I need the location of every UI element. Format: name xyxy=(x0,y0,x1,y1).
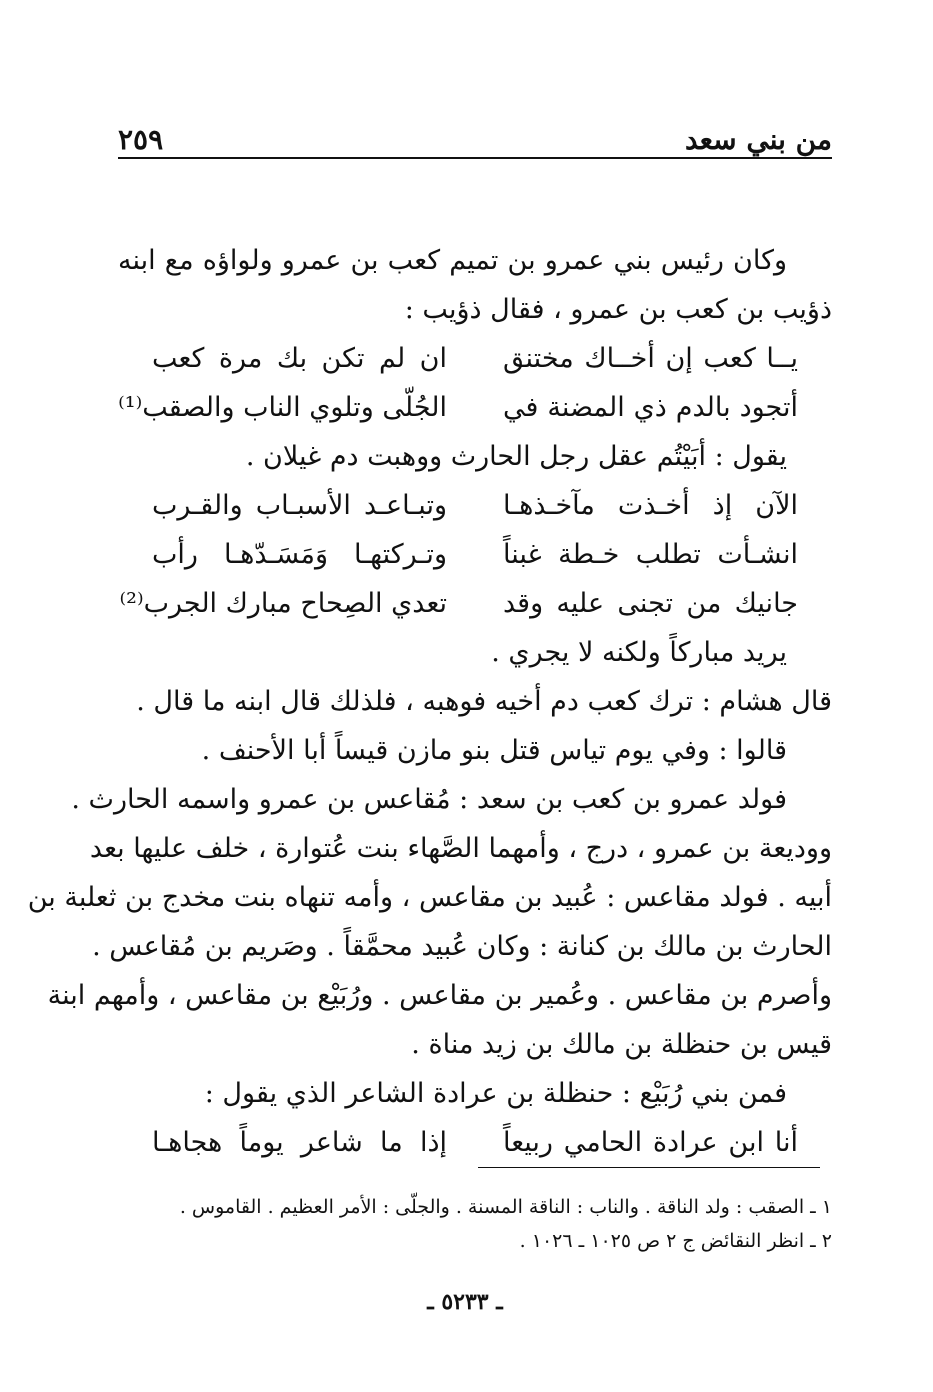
verse-line xyxy=(118,1118,832,1167)
header-rule xyxy=(118,157,832,159)
text-line: يقول : أبَيْتُم عقل رجل الحارث ووهبت دم غيلان . xyxy=(245,441,787,472)
verse-first-hemistich: انشـأت تطلب خـطة غبناً xyxy=(503,539,798,570)
page-header xyxy=(118,112,832,160)
main-text xyxy=(27,236,832,1167)
text-line: قالوا : وفي يوم تياس قتل بنو مازن قيساً أبا الأحنف . xyxy=(201,735,787,766)
text-line: ووديعة بن عمرو ، درج ، وأمهما الصَّهاء بنت عُتوارة ، خلف عليها بعد xyxy=(89,833,832,864)
footnote-1: ١ ـ الصقب : ولد الناقة . والناب : الناقة المسنة . والجلّى : الأمر العظيم . القاموس . xyxy=(179,1196,832,1218)
page-number: ٢٥٩ xyxy=(118,123,164,156)
footnote-2: ٢ ـ انظر النقائض ج ٢ ص ١٠٢٥ ـ ١٠٢٦ . xyxy=(519,1230,832,1252)
verse-first-hemistich: أتجود بالدم ذي المضنة في xyxy=(503,392,798,423)
verse-first-hemistich: جانيك من تجنى عليه وقد xyxy=(503,588,798,619)
verse-line xyxy=(118,530,832,579)
verse-second-hemistich: تعدي الصِحاح مبارك الجرب⁽²⁾ xyxy=(119,588,447,619)
text-line: قال هشام : ترك كعب دم أخيه فوهبه ، فلذلك قال ابنه ما قال . xyxy=(136,686,832,717)
text-line: الحارث بن مالك بن كنانة : وكان عُبيد محمَّقاً . وصَريم بن مُقاعس . xyxy=(92,931,832,962)
signature-number: ـ ٥٢٣٣ ـ xyxy=(427,1289,503,1315)
text-line: فولد عمرو بن كعب بن سعد : مُقاعس بن عمرو واسمه الحارث . xyxy=(71,784,787,815)
verse-line xyxy=(118,334,832,383)
text-line: ذؤيب بن كعب بن عمرو ، فقال ذؤيب : xyxy=(404,294,832,325)
text-line: أبيه . فولد مقاعس : عُبيد بن مقاعس ، وأمه تنهاه بنت مخدج بن ثعلبة بن xyxy=(27,882,832,913)
text-line: فمن بني رُبَيْع : حنظلة بن عرادة الشاعر الذي يقول : xyxy=(204,1078,787,1109)
verse-first-hemistich: الآن إذ أخـذت مآخـذهـا xyxy=(503,490,798,521)
verse-second-hemistich: وتـركتهـا وَمَسَـدّهـا رأب xyxy=(152,539,447,570)
running-title: من بني سعد xyxy=(684,123,832,156)
verse-line xyxy=(118,383,832,432)
verse-line xyxy=(118,481,832,530)
verse-second-hemistich: إذا ما شاعر يوماً هجاهـا xyxy=(152,1127,447,1158)
verse-first-hemistich: يــا كعب إن أخــاك مختنق xyxy=(503,343,798,374)
verse-second-hemistich: الجُلّى وتلوي الناب والصقب⁽¹⁾ xyxy=(118,392,447,423)
text-line: وأصرم بن مقاعس . وعُمير بن مقاعس . ورُبَيْع بن مقاعس ، وأمهم ابنة xyxy=(47,980,832,1011)
verse-second-hemistich: ان لم تكن بك مرة كعب xyxy=(152,343,447,374)
text-line: وكان رئيس بني عمرو بن تميم كعب بن عمرو ولواؤه مع ابنه xyxy=(118,245,787,276)
footnotes xyxy=(118,1190,832,1258)
footnote-rule xyxy=(478,1167,820,1168)
text-line: قيس بن حنظلة بن مالك بن زيد مناة . xyxy=(411,1029,832,1060)
verse-line xyxy=(118,579,832,628)
verse-first-hemistich: أنا ابن عرادة الحامي ربيعاً xyxy=(503,1127,798,1158)
verse-second-hemistich: وتبـاعـد الأسبـاب والقـرب xyxy=(152,490,447,521)
text-line: يريد مباركاً ولكنه لا يجري . xyxy=(491,637,787,668)
